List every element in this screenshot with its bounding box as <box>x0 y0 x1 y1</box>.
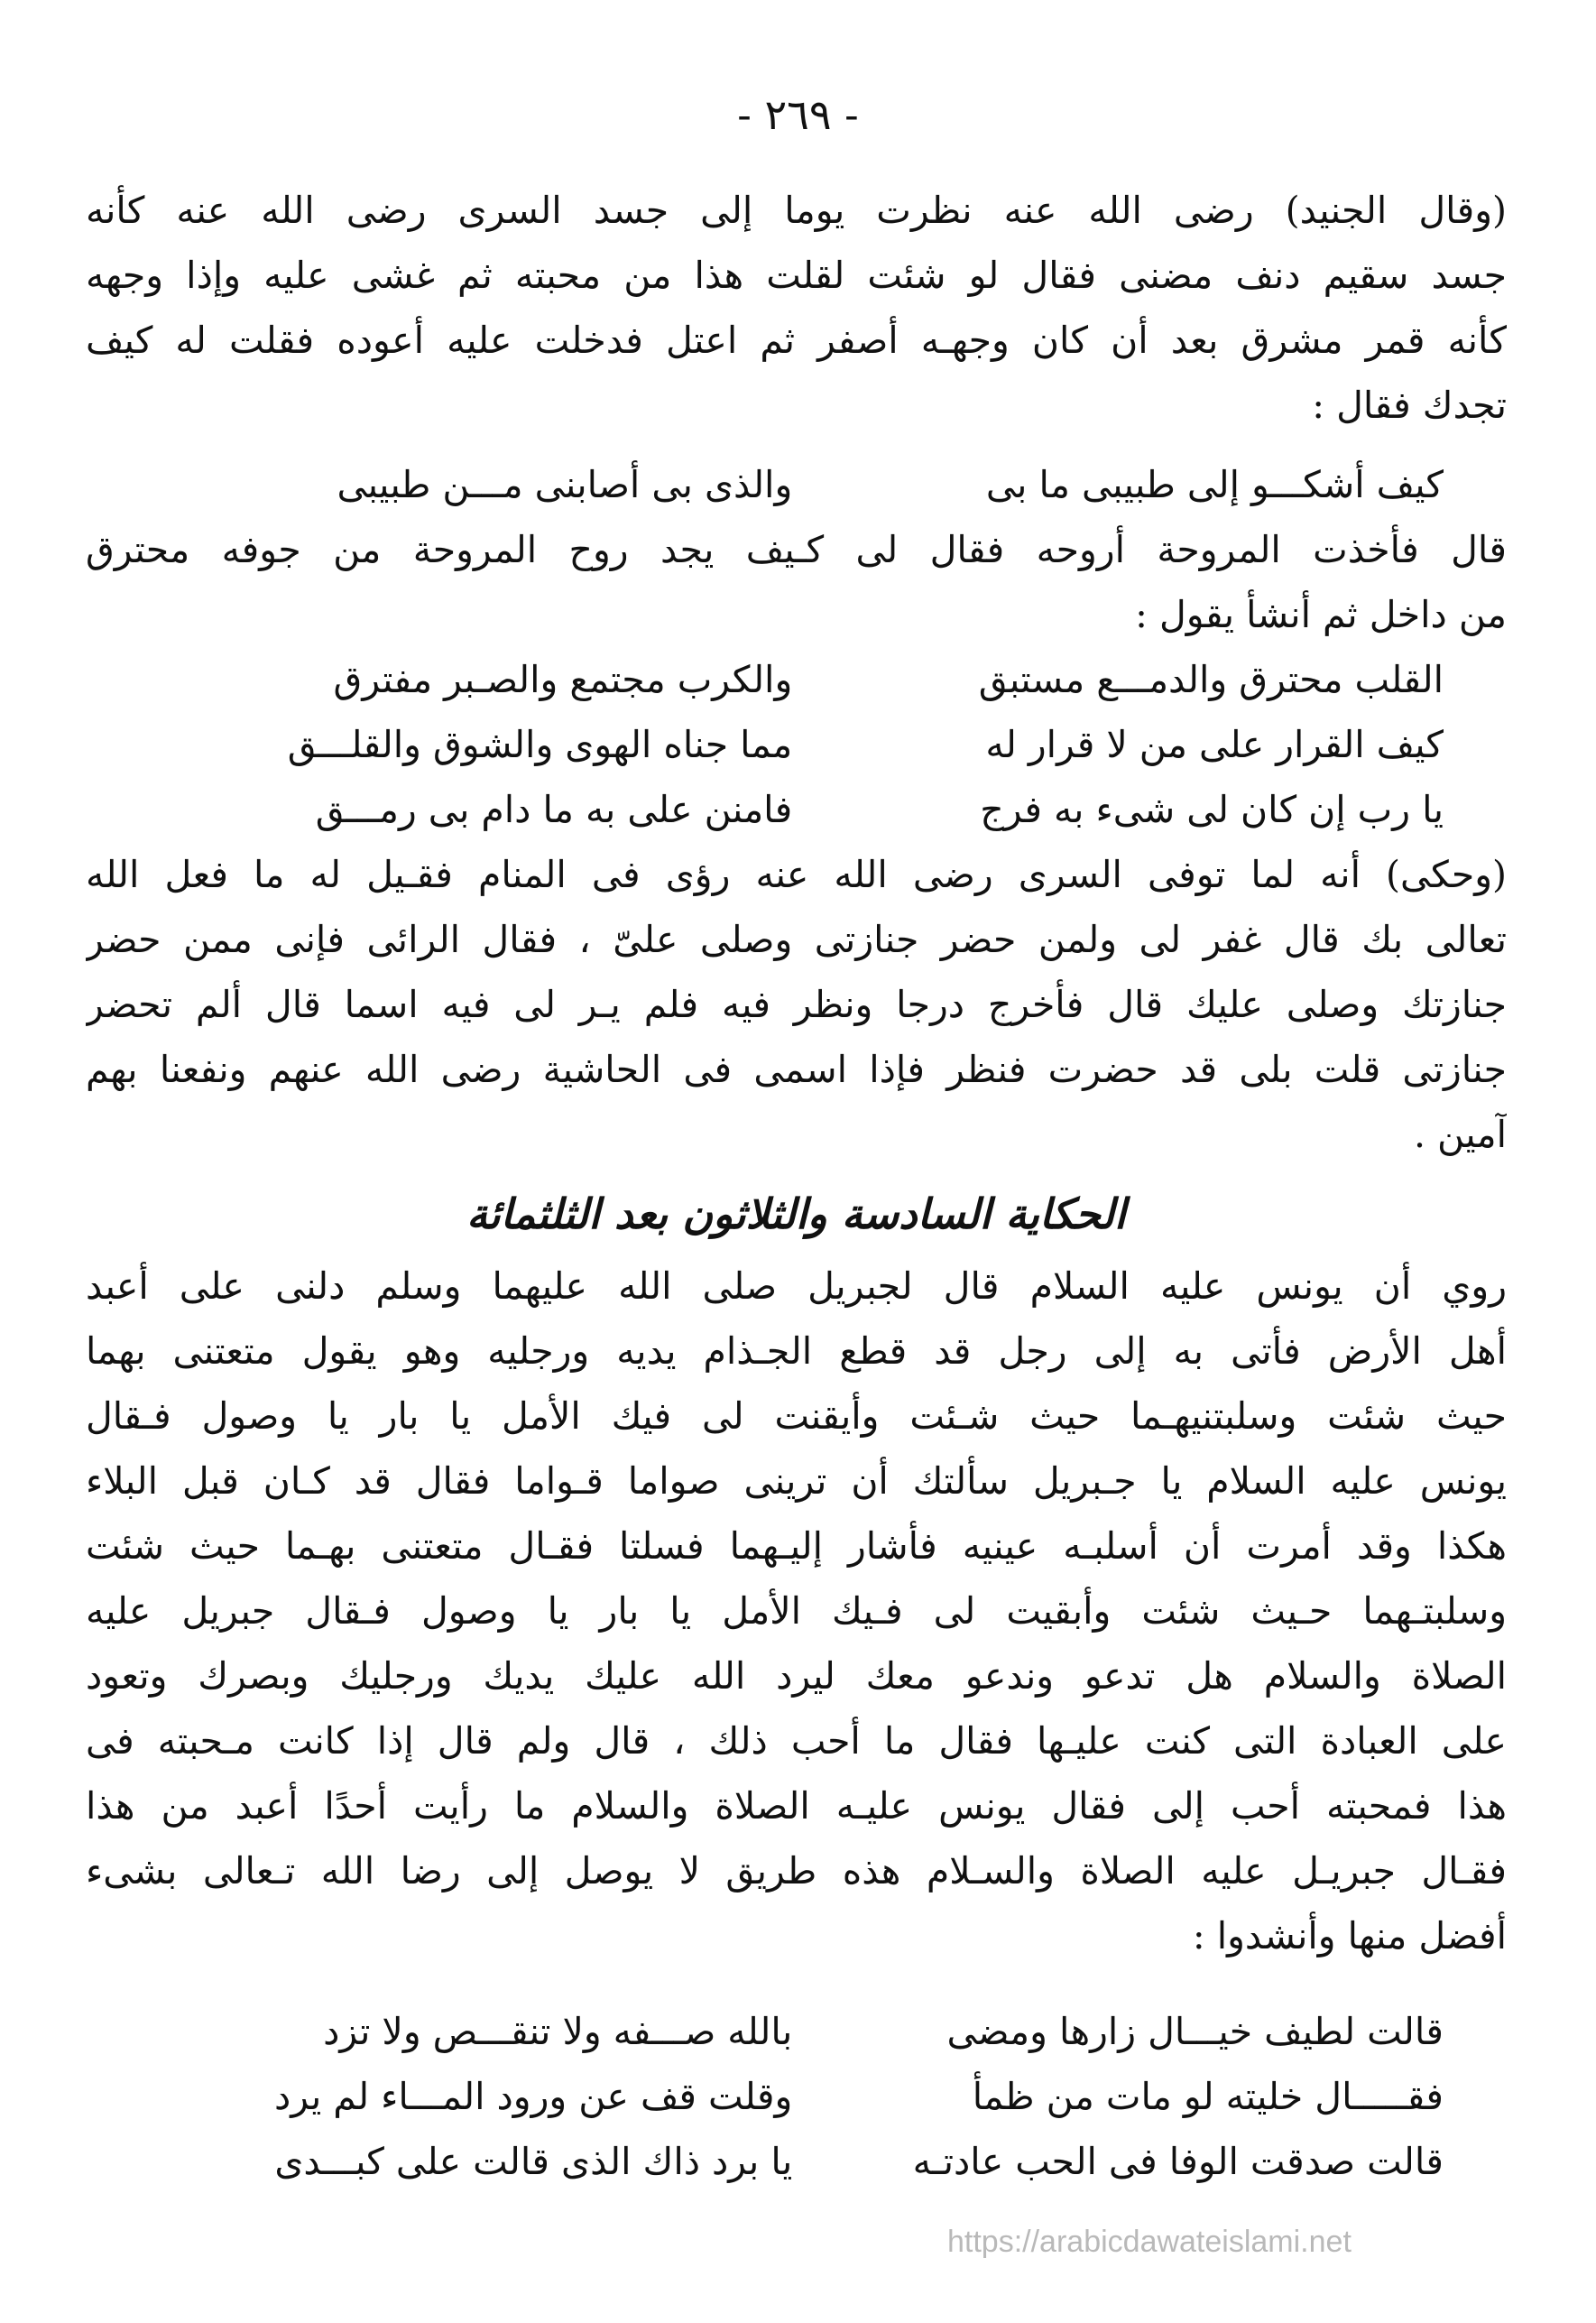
paragraph-junaid <box>86 178 1507 438</box>
verse-second-hemistich: وقلت قف عن ورود المـــاء لم يرد <box>273 2075 793 2118</box>
verse-first-hemistich: فقـــــال خليته لو مات من ظمأ <box>972 2075 1444 2118</box>
verse-second-hemistich: مما جناه الهوى والشوق والقلـــق <box>287 723 793 766</box>
text-line: على العبادة التى كنت عليـها فقال ما أحب ذلك ، قال ولم قال إذا كانت مـحبته فى <box>86 1719 1507 1763</box>
text-line: يونس عليه السلام يا جـبريل سألتك أن ترينى صواما قـواما فقال قد كـان قبل البلاء <box>86 1459 1507 1503</box>
text-line: تعالى بك قال غفر لى ولمن حضر جنازتى وصلى علىّ ، فقال الرائى فإنى ممن حضر <box>86 918 1507 961</box>
poem-verse-group-1 <box>86 452 1507 517</box>
text-line: قال فأخذت المروحة أروحه فقال لى كـيف يجد روح المروحة من جوفه محترق <box>86 528 1507 571</box>
text-line: جنازتى قلت بلى قد حضرت فنظر فإذا اسمى فى الحاشية رضى الله عنهم ونفعنا بهم <box>86 1048 1507 1091</box>
paragraph-sari-dream <box>86 842 1507 1167</box>
text-line: روي أن يونس عليه السلام قال لجبريل صلى الله عليهما وسلم دلنى على أعبد <box>86 1264 1507 1308</box>
verse-second-hemistich: يا برد ذاك الذى قالت على كبـــدى <box>274 2140 793 2183</box>
verse-second-hemistich: والذى بى أصابنى مـــن طبيبى <box>337 463 793 506</box>
poem-verse <box>86 2064 1507 2129</box>
verse-second-hemistich: فامنن على به ما دام بى رمـــق <box>315 788 793 831</box>
poem-verse <box>86 1999 1507 2064</box>
text-line: (وقال الجنيد) رضى الله عنه نظرت يوما إلى جسد السرى رضى الله عنه كأنه <box>86 189 1507 232</box>
poem-verse <box>86 777 1507 842</box>
page-number: - ٢٦٩ - <box>737 90 859 139</box>
verse-second-hemistich: بالله صـــفه ولا تنقـــص ولا تزد <box>323 2010 793 2053</box>
text-line: الصلاة والسلام هل تدعو وندعو معك ليرد الله عليك يديك ورجليك وبصرك وتعود <box>86 1654 1507 1698</box>
text-line: تجدك فقال : <box>1312 384 1507 427</box>
poem-verse <box>86 2129 1507 2194</box>
text-line: أفضل منها وأنشدوا : <box>1192 1914 1507 1957</box>
text-line: كأنه قمر مشرق بعد أن كان وجهـه أصفر ثم اعتل فدخلت عليه أعوده فقلت له كيف <box>86 319 1507 362</box>
story-heading: الحكاية السادسة والثلاثون بعد الثلثمائة <box>466 1189 1126 1238</box>
paragraph-yunus <box>86 1254 1507 1968</box>
text-line: وسلبتـهما حـيث شئت وأبقيت لى فـيك الأمل يا بار يا وصول فـقال جبريل عليه <box>86 1589 1507 1633</box>
verse-first-hemistich: القلب محترق والدمـــع مستبق <box>978 658 1444 701</box>
poem-verse <box>86 712 1507 777</box>
text-line: هكذا وقد أمرت أن أسلبـه عينيه فأشار إليـهما فسلتا فقـال متعتنى بهـما حيث شئت <box>86 1524 1507 1568</box>
verse-first-hemistich: قالت لطيف خيـــال زارها ومضى <box>946 2010 1444 2053</box>
text-line: هذا فمحبته أحب إلى فقال يونس عليـه الصلاة والسلام ما رأيت أحدًا أعبد من هذا <box>86 1784 1507 1828</box>
verse-first-hemistich: كيف القرار على من لا قرار له <box>985 723 1444 766</box>
text-line: جنازتك وصلى عليك قال فأخرج درجا ونظر فيه فلم يـر لى فيه اسما قال ألم تحضر <box>86 983 1507 1026</box>
poem-verse <box>86 647 1507 712</box>
poem-verse-group-2 <box>86 647 1507 842</box>
text-line: (وحكى) أنه لما توفى السرى رضى الله عنه رؤى فى المنام فقـيل له ما فعل الله <box>86 853 1507 896</box>
verse-first-hemistich: يا رب إن كان لى شىء به فرج <box>980 788 1444 831</box>
text-line: حيث شئت وسلبتنيهـما حيث شـئت وأيقنت لى فيك الأمل يا بار يا وصول فـقال <box>86 1394 1507 1438</box>
paragraph-fan <box>86 517 1507 647</box>
text-line: جسد سقيم دنف مضنى فقال لو شئت لقلت هذا من محبته ثم غشى عليه وإذا وجهه <box>86 254 1507 297</box>
verse-first-hemistich: كيف أشكـــو إلى طبيبى ما بى <box>985 463 1444 506</box>
watermark-url: https://arabicdawateislami.net <box>947 2225 1352 2259</box>
poem-verse-group-3 <box>86 1999 1507 2194</box>
text-line: من داخل ثم أنشأ يقول : <box>1135 593 1507 636</box>
poem-verse <box>86 452 1507 517</box>
text-line: آمين . <box>1413 1113 1507 1156</box>
verse-first-hemistich: قالت صدقت الوفا فى الحب عادتـه <box>912 2140 1444 2183</box>
text-line: فقـال جبريـل عليه الصلاة والسـلام هذه طريق لا يوصل إلى رضا الله تـعالى بشىء <box>86 1849 1507 1893</box>
verse-second-hemistich: والكرب مجتمع والصـبر مفترق <box>333 658 793 701</box>
text-line: أهل الأرض فأتى به إلى رجل قد قطع الجـذام يديه ورجليه وهو يقول متعتنى بهما <box>86 1329 1507 1373</box>
